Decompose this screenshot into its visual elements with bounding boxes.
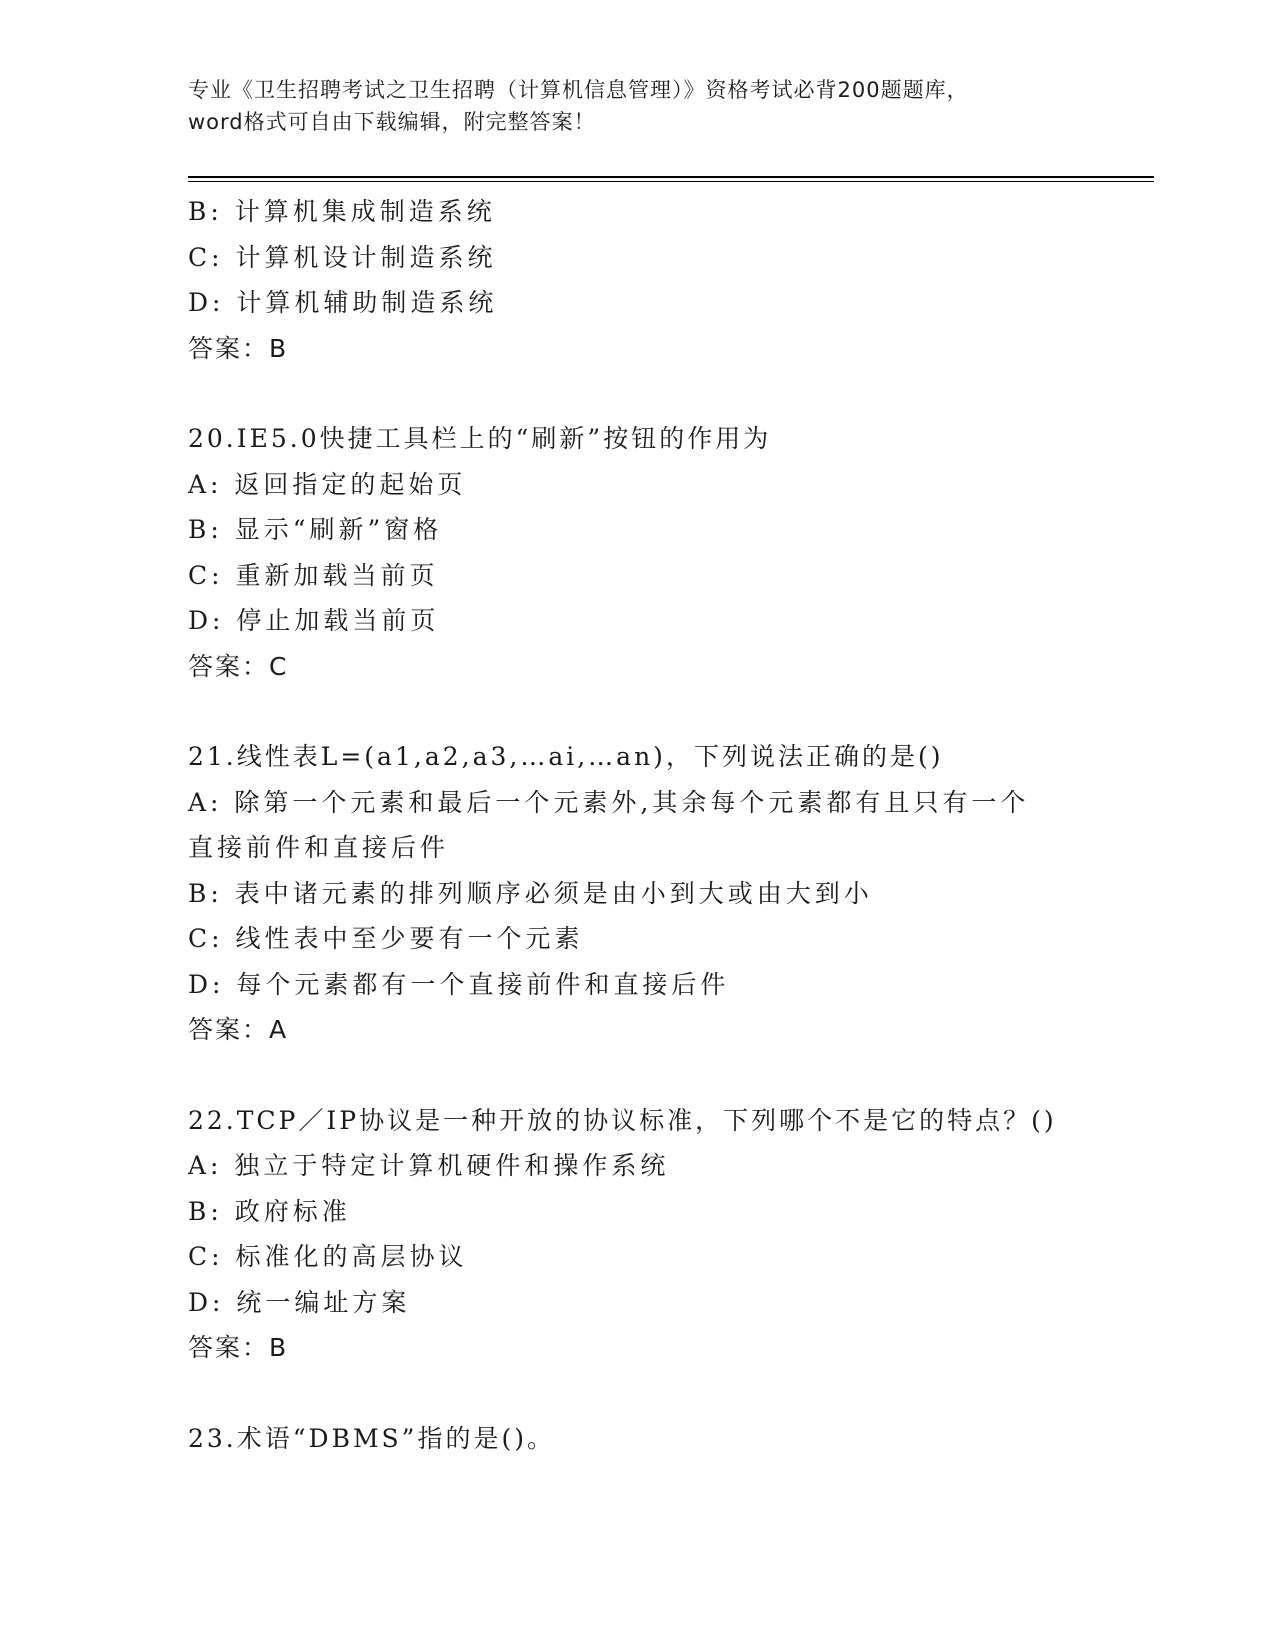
option-c: C: 重新加载当前页 <box>188 560 439 590</box>
option-b: B: 计算机集成制造系统 <box>188 197 496 226</box>
document-header <box>188 74 1108 138</box>
question-list <box>188 189 1068 1461</box>
option-a: A: 返回指定的起始页 <box>188 469 467 499</box>
question-stem: 22.TCP／IP协议是一种开放的协议标准，下列哪个不是它的特点？() <box>188 1105 1057 1135</box>
option-d: D: 停止加载当前页 <box>188 606 440 635</box>
question-block-21 <box>188 734 1068 1053</box>
option-c: C: 标准化的高层协议 <box>188 1242 468 1271</box>
header-rule-thin <box>188 181 1154 182</box>
question-block-22 <box>188 1098 1068 1371</box>
question-stem: 20.IE5.0快捷工具栏上的“刷新”按钮的作用为 <box>188 424 772 453</box>
option-d: D: 统一编址方案 <box>188 1287 411 1317</box>
question-stem: 23.术语“DBMS”指的是()。 <box>188 1423 555 1453</box>
option-a: A: 独立于特定计算机硬件和操作系统 <box>188 1151 670 1180</box>
option-c: C: 线性表中至少要有一个元素 <box>188 924 584 953</box>
option-c: C: 计算机设计制造系统 <box>188 242 497 272</box>
answer-line: 答案：A <box>188 1015 289 1044</box>
answer-line: 答案：B <box>188 333 289 363</box>
question-block-20 <box>188 416 1068 689</box>
option-a: A: 除第一个元素和最后一个元素外,其余每个元素都有且只有一个直接前件和直接后件 <box>188 787 1030 862</box>
question-stem: 21.线性表L=(a1,a2,a3,…ai,…an)，下列说法正确的是() <box>188 742 944 771</box>
header-line-1: 专业《卫生招聘考试之卫生招聘（计算机信息管理）》资格考试必背200题题库， <box>188 78 969 102</box>
question-block-19 <box>188 189 1068 371</box>
answer-line: 答案：C <box>188 651 289 681</box>
question-block-23 <box>188 1416 1068 1462</box>
answer-line: 答案：B <box>188 1333 289 1362</box>
option-b: B: 政府标准 <box>188 1196 351 1226</box>
header-line-2: word格式可自由下载编辑，附完整答案！ <box>188 110 596 134</box>
option-b: B: 表中诸元素的排列顺序必须是由小到大或由大到小 <box>188 878 873 908</box>
header-rule-thick <box>188 176 1154 178</box>
option-b: B: 显示“刷新”窗格 <box>188 515 443 544</box>
option-d: D: 每个元素都有一个直接前件和直接后件 <box>188 969 730 999</box>
option-d: D: 计算机辅助制造系统 <box>188 288 498 317</box>
